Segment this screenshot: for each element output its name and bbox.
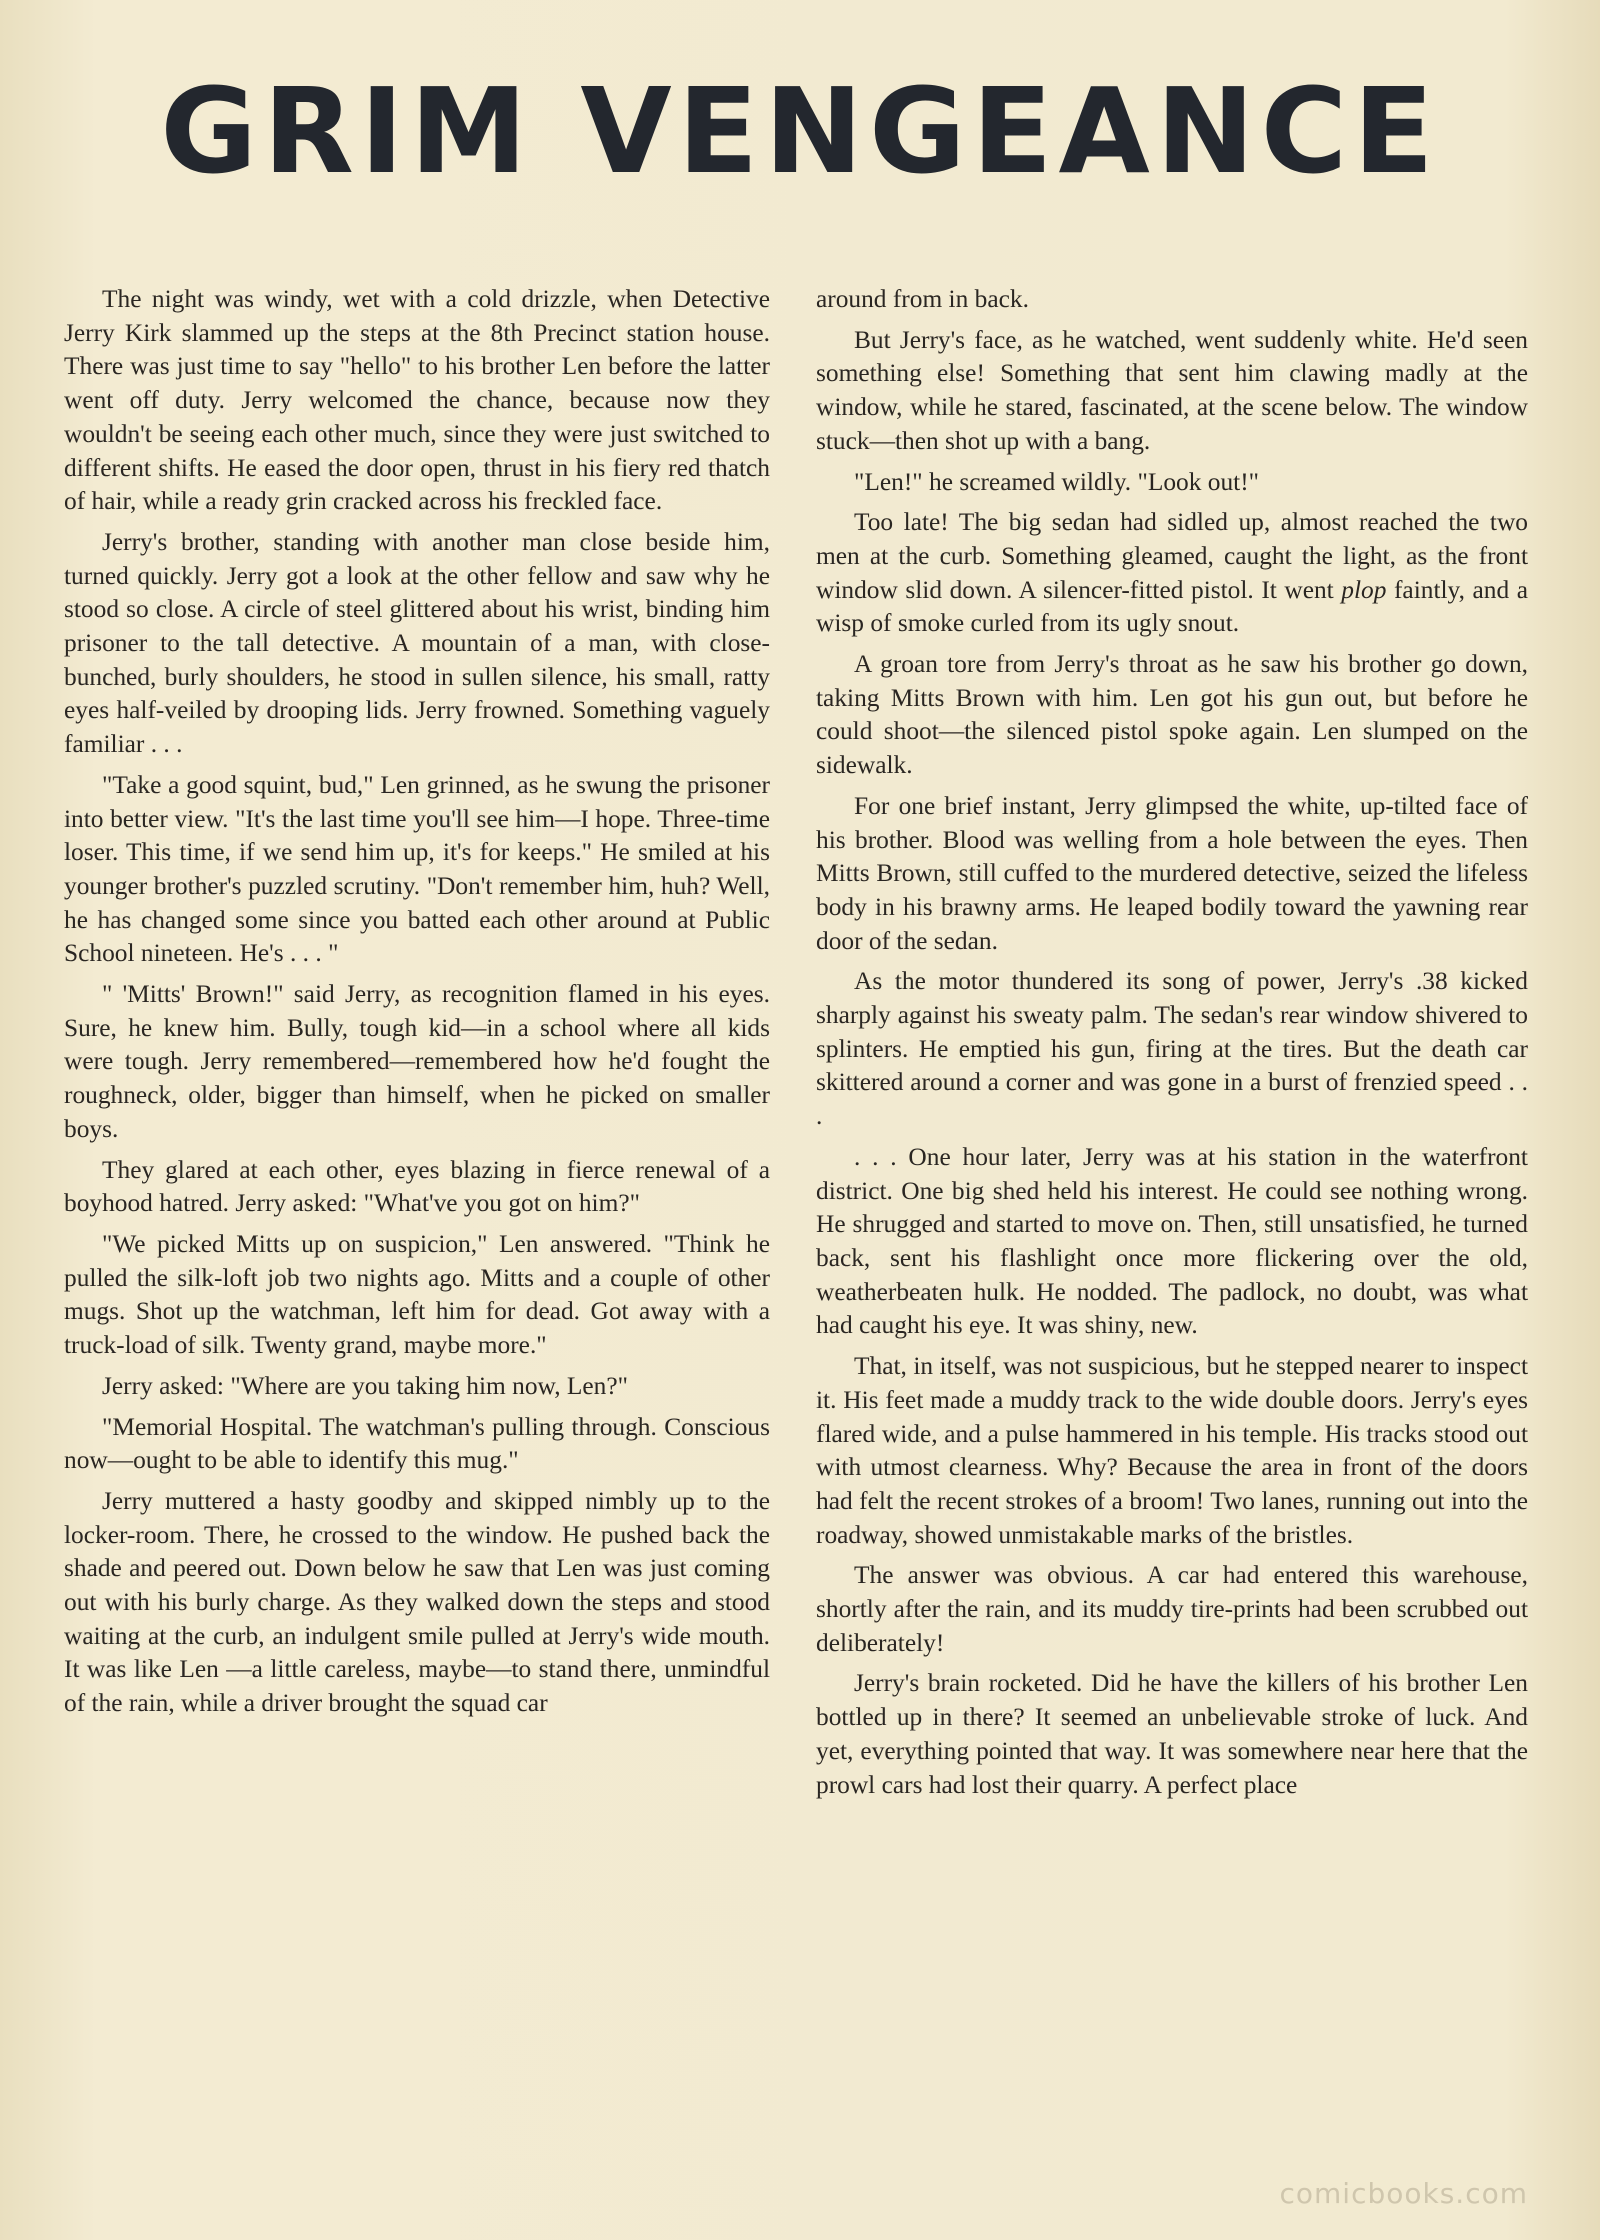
paragraph: Jerry asked: "Where are you taking him now, Len?" xyxy=(102,1371,628,1400)
paragraph-continued: around from in back. xyxy=(816,285,1029,313)
paragraph: Jerry's brain rocketed. Did he have the killers of his brother Len bottled up in there? It seemed an unbelievable stroke of luck. And yet, everything pointed that way. It was somewhere near here that the prowl cars had lost their quarry. A perfect place xyxy=(816,1669,1528,1799)
paragraph: Jerry muttered a hasty goodby and skipped nimbly up to the locker-room. There, he crossed to the window. He pushed back the shade and peered out. Down below he saw that Len was just coming out with his burly charge. As they walked down the steps and stood waiting at the curb, an indulgent smile pulled at Jerry's wide mouth. It was like Len —a little careless, maybe—to stand there, unmindful of the rain, while a driver brought the squad car xyxy=(64,1486,770,1718)
paragraph: As the motor thundered its song of power, Jerry's .38 kicked sharply against his sweaty palm. The sedan's rear window shivered to splinters. He emptied his gun, firing at the tires. But the death car skittered around a corner and was gone in a burst of frenzied speed . . . xyxy=(816,967,1528,1131)
paragraph: "We picked Mitts up on suspicion," Len answered. "Think he pulled the silk-loft job two nights ago. Mitts and a couple of other mugs. Shot up the watchman, left him for dead. Got away with a truck-load of silk. Twenty grand, maybe more." xyxy=(64,1229,770,1360)
paragraph: . . . One hour later, Jerry was at his station in the waterfront district. One big shed held his interest. He could see nothing wrong. He shrugged and started to move on. Then, still unsatisfied, he turned back, sent his flashlight once more flickering over the old, weatherbeaten hulk. He nodded. The padlock, no doubt, was what had caught his eye. It was shiny, new. xyxy=(816,1142,1528,1340)
paragraph: The night was windy, wet with a cold drizzle, when Detective Jerry Kirk slammed up the steps at the 8th Precinct station house. There was just time to say "hello" to his brother Len before the latter went off duty. Jerry welcomed the chance, because now they wouldn't be seeing each other much, since they were just switched to different shifts. He eased the door open, thrust in his fiery red thatch of hair, while a ready grin cracked across his freckled face. xyxy=(64,285,770,516)
paragraph: But Jerry's face, as he watched, went suddenly white. He'd seen something else! Something that sent him clawing madly at the window, while he stared, fascinated, at the scene below. The window stuck—then shot up with a bang. xyxy=(816,325,1528,455)
paragraph: Jerry's brother, standing with another man close beside him, turned quickly. Jerry got a look at the other fellow and saw why he stood so close. A circle of steel glittered about his wrist, binding him prisoner to the tall detective. A mountain of a man, with close-bunched, burly shoulders, he stood in sullen silence, his small, ratty eyes half-veiled by drooping lids. Jerry frowned. Something vaguely familiar . . . xyxy=(64,527,770,759)
paragraph: "Len!" he screamed wildly. "Look out!" xyxy=(854,467,1260,496)
paragraph: They glared at each other, eyes blazing in fierce renewal of a boyhood hatred. Jerry asked: "What've you got on him?" xyxy=(64,1155,770,1218)
text-run: faintly, and a wisp of smoke curled from its ugly snout. xyxy=(816,575,1528,638)
story-title: GRIM VENGEANCE xyxy=(160,62,1440,200)
paragraph: A groan tore from Jerry's throat as he saw his brother go down, taking Mitts Brown with him. Len got his gun out, but before he could shoot—the silenced pistol spoke again. Len slumped on the sidewalk. xyxy=(816,650,1528,780)
paragraph xyxy=(816,506,1528,641)
right-column xyxy=(816,283,1528,1809)
paragraph: The answer was obvious. A car had entered this warehouse, shortly after the rain, and its muddy tire-prints had been scrubbed out deliberately! xyxy=(816,1561,1528,1657)
text-run: Too late! The big sedan had sidled up, almost reached the two men at the curb. Something gleamed, caught the light, as the front window slid down. A silencer-fitted pistol. It went xyxy=(816,508,1528,604)
paragraph: " 'Mitts' Brown!" said Jerry, as recognition flamed in his eyes. Sure, he knew him. Bully, tough kid—in a school where all kids were tough. Jerry remembered—remembered how he'd fought the roughneck, older, bigger than himself, when he picked on smaller boys. xyxy=(64,980,770,1143)
site-watermark: comicbooks.com xyxy=(1279,2177,1528,2210)
paragraph: "Memorial Hospital. The watchman's pulling through. Conscious now—ought to be able to identify this mug." xyxy=(64,1412,770,1475)
italic-word: plop xyxy=(1341,575,1387,604)
left-column xyxy=(64,283,770,1728)
paragraph: For one brief instant, Jerry glimpsed the white, up-tilted face of his brother. Blood was welling from a hole between the eyes. Then Mitts Brown, still cuffed to the murdered detective, seized the lifeless body in his brawny arms. He leaped bodily toward the yawning rear door of the sedan. xyxy=(816,791,1528,955)
paragraph: "Take a good squint, bud," Len grinned, as he swung the prisoner into better view. "It's the last time you'll see him—I hope. Three-time loser. This time, if we send him up, it's for keeps." He smiled at his younger brother's puzzled scrutiny. "Don't remember him, huh? Well, he has changed some since you batted each other around at Public School nineteen. He's . . . " xyxy=(64,770,770,968)
paragraph: That, in itself, was not suspicious, but he stepped nearer to inspect it. His feet made a muddy track to the wide double doors. Jerry's eyes flared wide, and a pulse hammered in his temple. His tracks stood out with utmost clearness. Why? Because the area in front of the doors had felt the recent strokes of a broom! Two lanes, running out into the roadway, showed unmistakable marks of the bristles. xyxy=(816,1352,1528,1549)
